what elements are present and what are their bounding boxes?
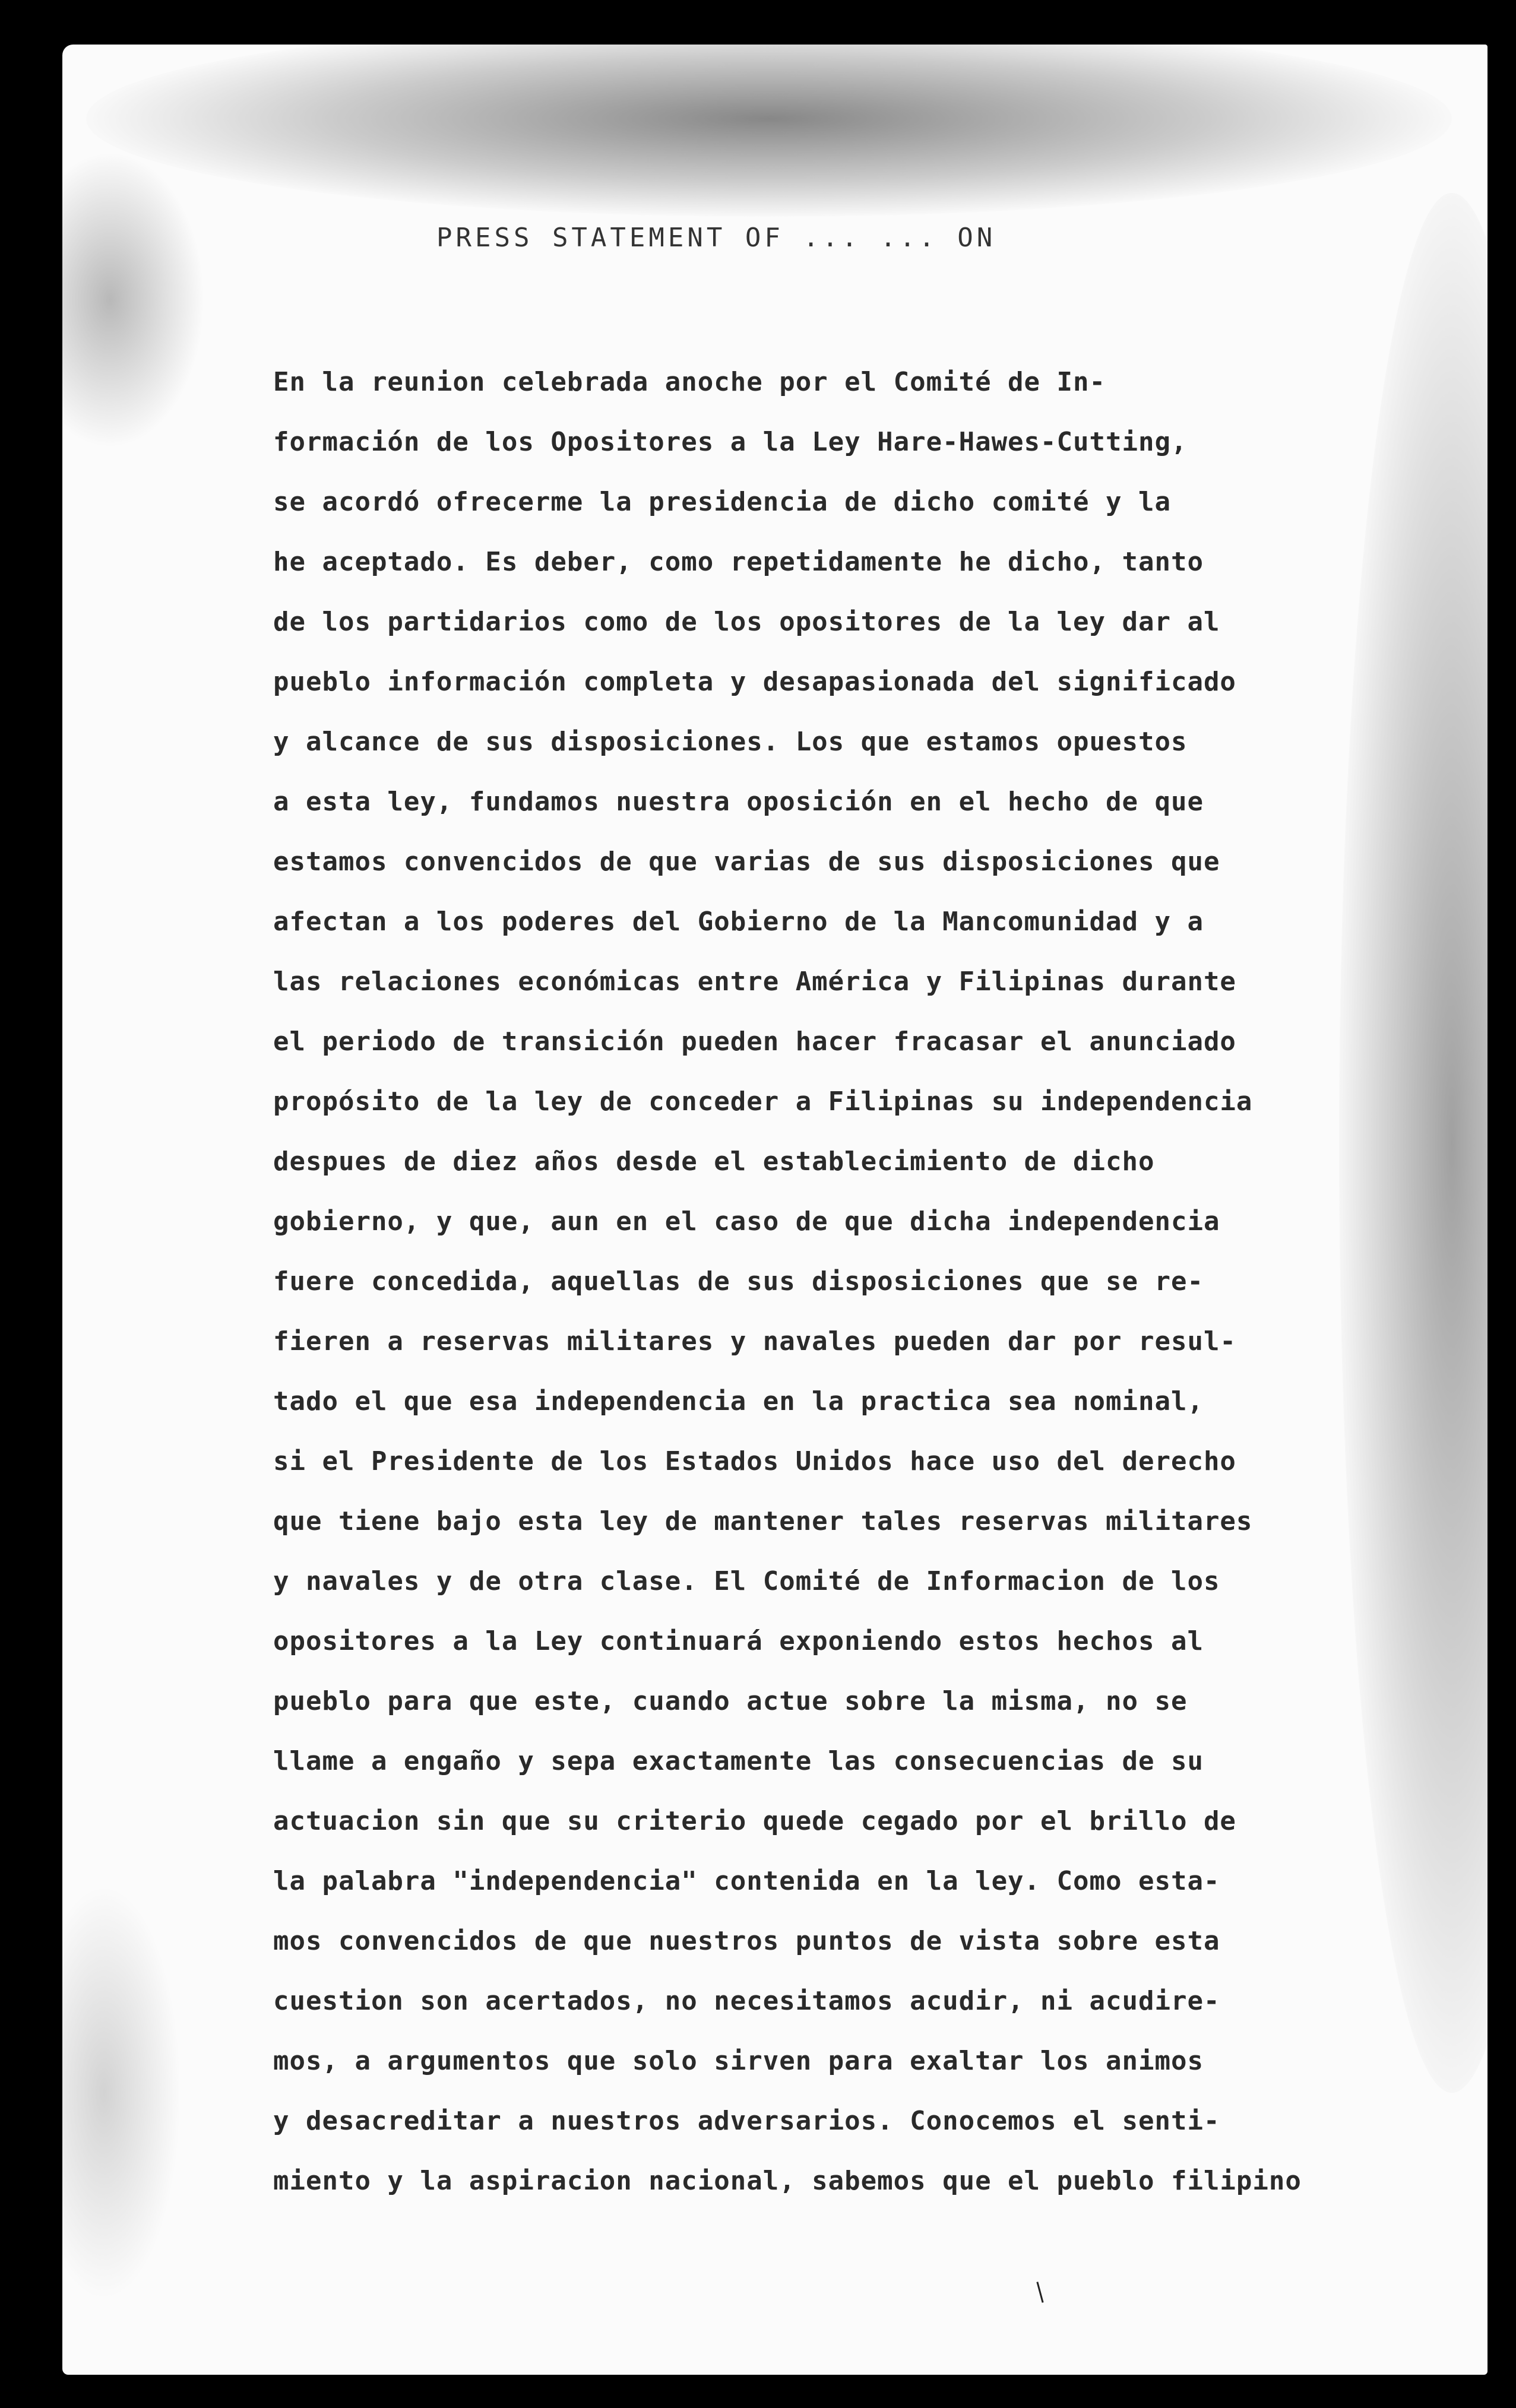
document-page <box>62 45 1487 2375</box>
text-line: afectan a los poderes del Gobierno de la Mancomunidad y a <box>273 907 1204 937</box>
text-line: gobierno, y que, aun en el caso de que dicha independencia <box>273 1206 1220 1237</box>
text-line: a esta ley, fundamos nuestra oposición en el hecho de que <box>273 787 1204 817</box>
ink-smudge-left-top <box>62 151 205 448</box>
text-line: que tiene bajo esta ley de mantener tales reservas militares <box>273 1506 1253 1536</box>
text-line: y desacreditar a nuestros adversarios. Conocemos el senti- <box>273 2106 1220 2136</box>
text-line: miento y la aspiracion nacional, sabemos que el pueblo filipino <box>273 2166 1302 2196</box>
ink-smudge-top <box>86 45 1452 217</box>
text-line: tado el que esa independencia en la practica sea nominal, <box>273 1386 1204 1417</box>
text-line: y navales y de otra clase. El Comité de Informacion de los <box>273 1566 1220 1596</box>
text-line: formación de los Opositores a la Ley Hare-Hawes-Cutting, <box>273 427 1188 457</box>
text-line: cuestion son acertados, no necesitamos acudir, ni acudire- <box>273 1986 1220 2016</box>
text-line: las relaciones económicas entre América y Filipinas durante <box>273 967 1236 997</box>
text-line: mos, a argumentos que solo sirven para exaltar los animos <box>273 2046 1204 2076</box>
document-heading: PRESS STATEMENT OF ... ... ON <box>436 223 996 253</box>
text-line: pueblo información completa y desapasionada del significado <box>273 667 1236 697</box>
text-line: se acordó ofrecerme la presidencia de dicho comité y la <box>273 487 1171 517</box>
text-line: mos convencidos de que nuestros puntos de vista sobre esta <box>273 1926 1220 1956</box>
text-line: la palabra "independencia" contenida en la ley. Como esta- <box>273 1866 1220 1896</box>
text-line: el periodo de transición pueden hacer fracasar el anunciado <box>273 1026 1236 1057</box>
text-line: En la reunion celebrada anoche por el Comité de In- <box>273 367 1106 397</box>
text-line: de los partidarios como de los opositores de la ley dar al <box>273 607 1220 637</box>
document-body <box>273 352 1437 2211</box>
text-line: y alcance de sus disposiciones. Los que estamos opuestos <box>273 727 1188 757</box>
stray-pen-mark <box>1036 2282 1043 2303</box>
text-line: opositores a la Ley continuará exponiendo estos hechos al <box>273 1626 1204 1656</box>
text-line: si el Presidente de los Estados Unidos hace uso del derecho <box>273 1446 1236 1477</box>
text-line: propósito de la ley de conceder a Filipinas su independencia <box>273 1086 1253 1117</box>
text-line: estamos convencidos de que varias de sus disposiciones que <box>273 847 1220 877</box>
text-line: llame a engaño y sepa exactamente las consecuencias de su <box>273 1746 1204 1776</box>
text-line: pueblo para que este, cuando actue sobre la misma, no se <box>273 1686 1188 1716</box>
text-line: fuere concedida, aquellas de sus disposiciones que se re- <box>273 1266 1204 1297</box>
text-line: actuacion sin que su criterio quede cegado por el brillo de <box>273 1806 1236 1836</box>
ink-smudge-left-bottom <box>62 1885 181 2301</box>
text-line: despues de diez años desde el establecimiento de dicho <box>273 1146 1155 1177</box>
text-line: fieren a reservas militares y navales pueden dar por resul- <box>273 1326 1236 1357</box>
text-line: he aceptado. Es deber, como repetidamente he dicho, tanto <box>273 547 1204 577</box>
